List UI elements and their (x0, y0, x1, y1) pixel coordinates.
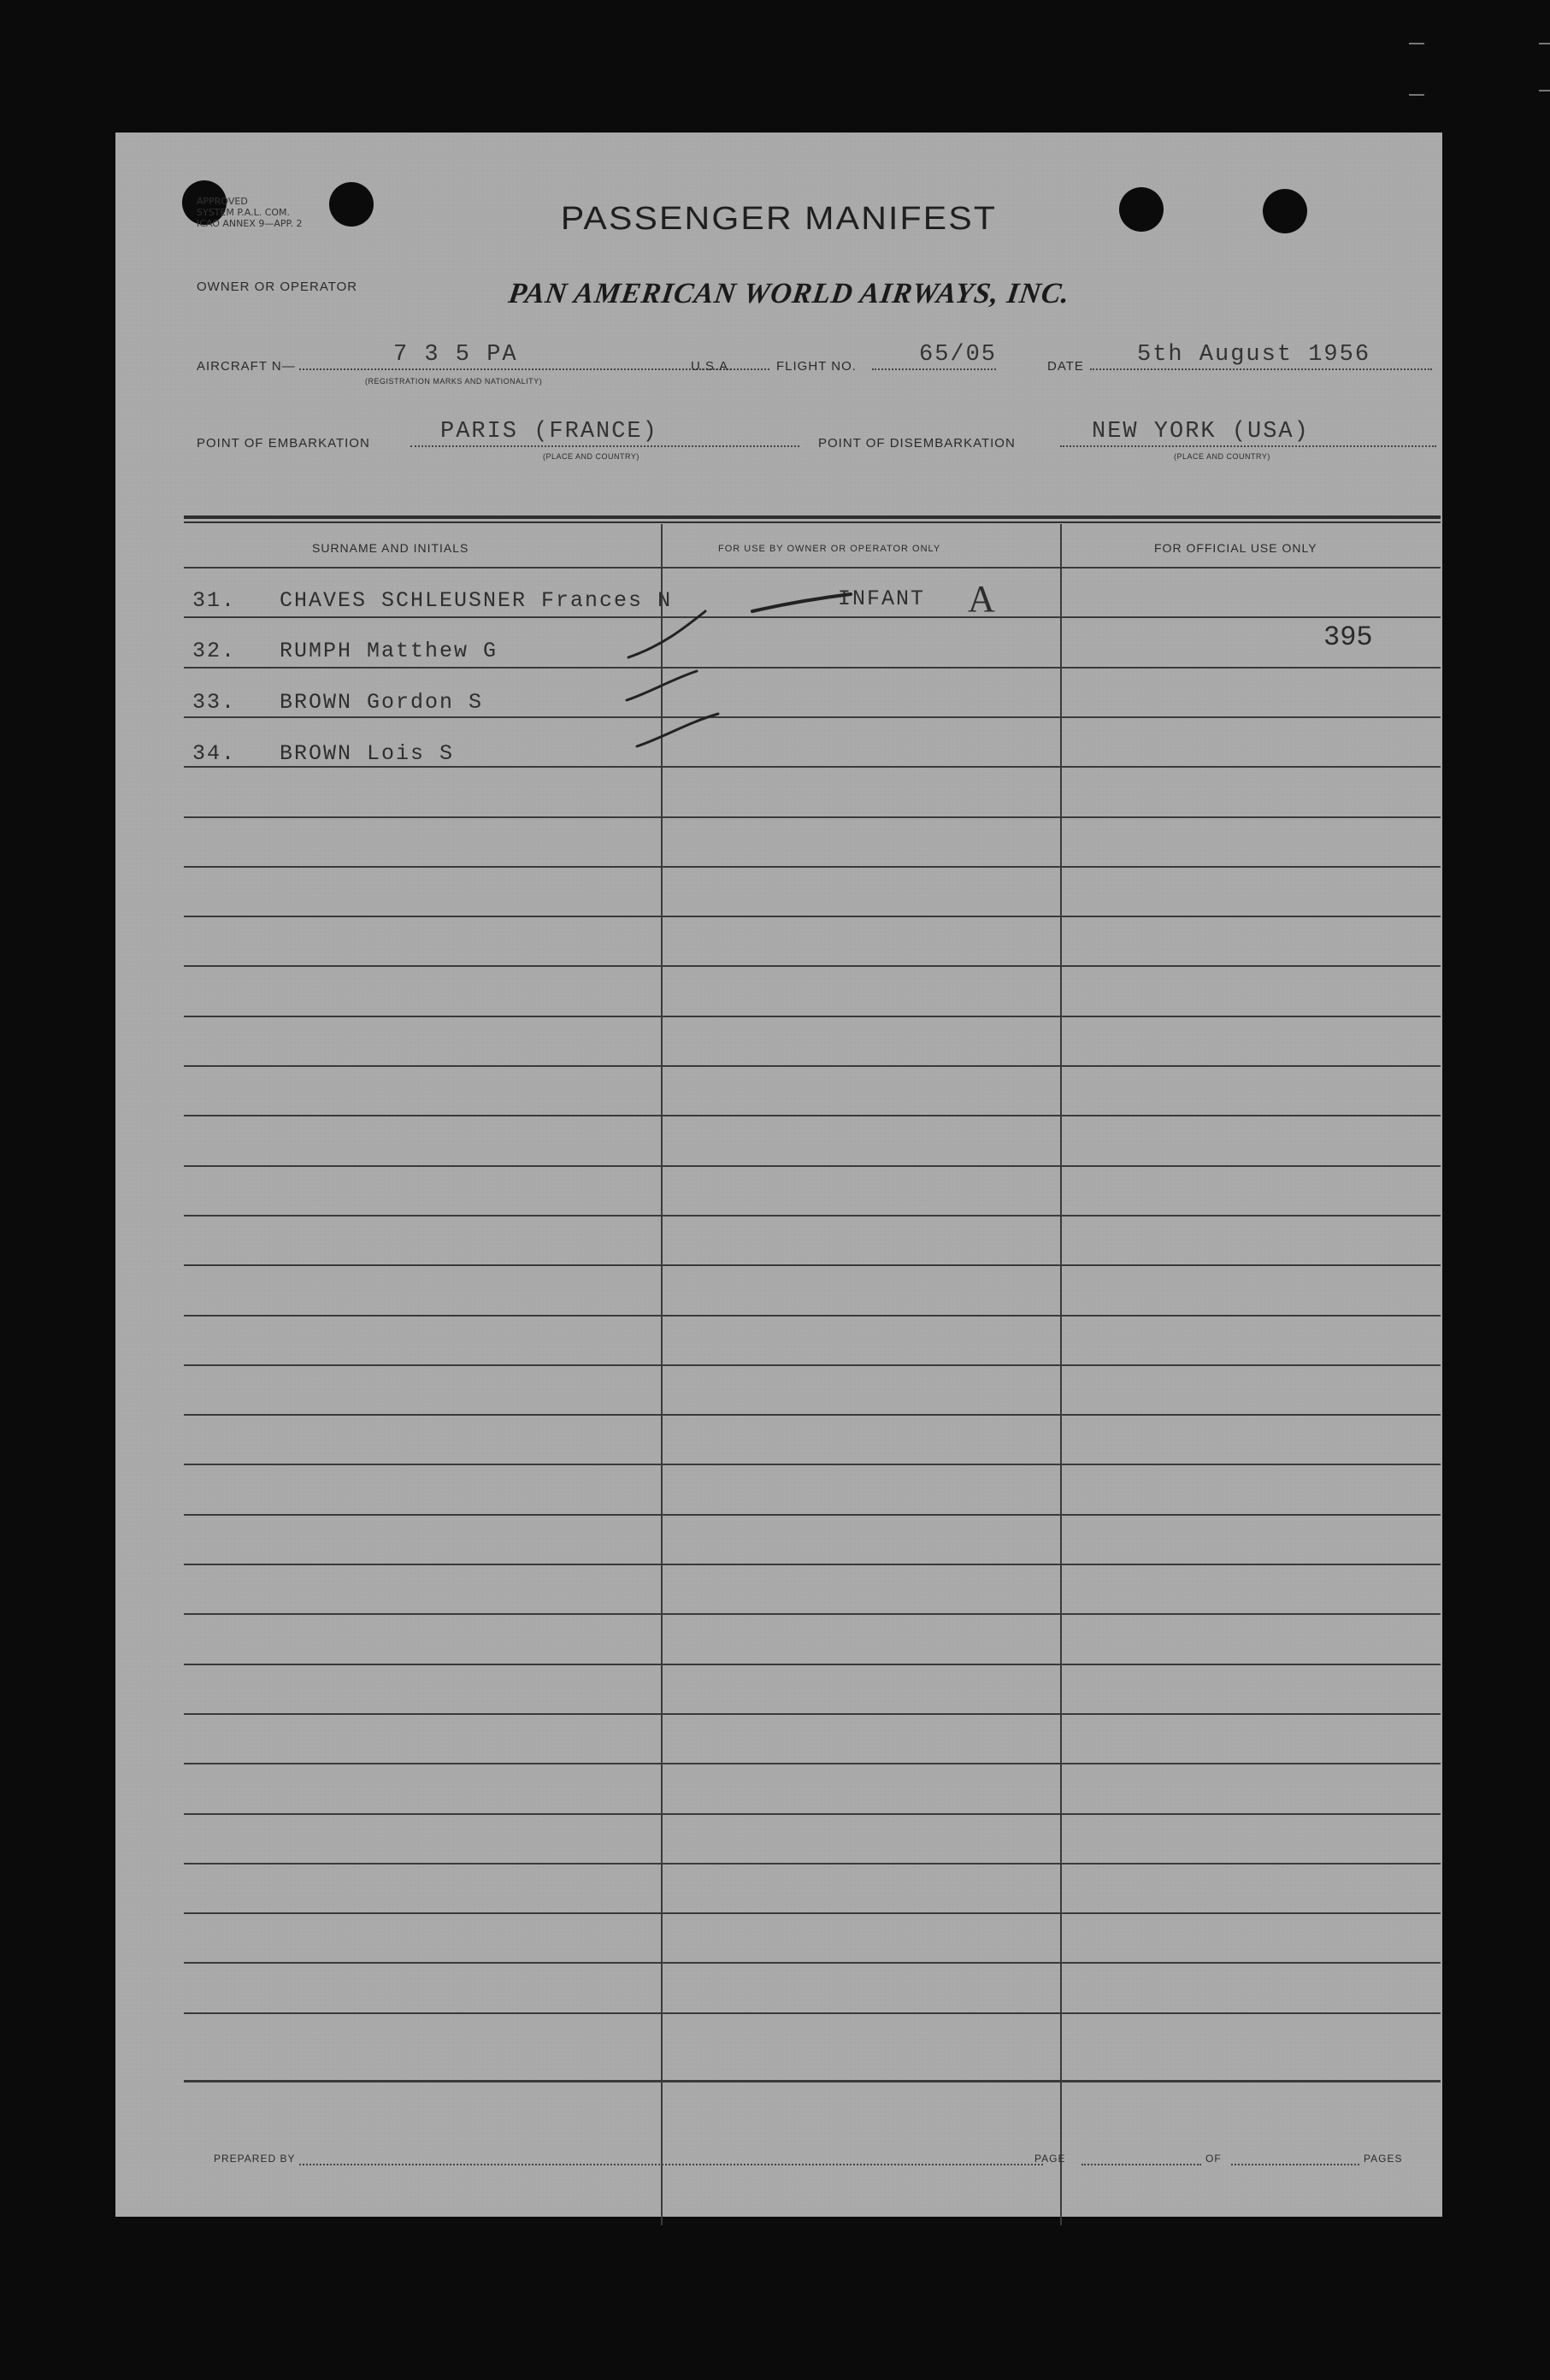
passenger-name: BROWN Gordon S (280, 690, 484, 715)
owner-value: PAN AMERICAN WORLD AIRWAYS, INC. (506, 278, 1072, 309)
handwritten-check-marks (115, 133, 1442, 2217)
of-line (1231, 2164, 1359, 2165)
disembarkation-sub: (PLACE AND COUNTRY) (1174, 452, 1270, 461)
row-number: 33. (192, 690, 237, 715)
manifest-sheet (115, 133, 1442, 2217)
handwritten-code: A (968, 578, 997, 620)
page-label: PAGE (1034, 2153, 1066, 2165)
aircraft-label: AIRCRAFT N— (197, 359, 296, 374)
flight-value: 65/05 (919, 342, 998, 368)
embarkation-value: PARIS (FRANCE) (440, 419, 658, 445)
page-title: PASSENGER MANIFEST (560, 201, 998, 237)
film-edge-mark (1409, 43, 1424, 44)
usa-label: U.S.A. (691, 359, 734, 374)
pages-label: PAGES (1364, 2153, 1403, 2165)
date-value: 5th August 1956 (1137, 342, 1371, 368)
prepared-by-line (299, 2164, 1043, 2165)
passenger-type: INFANT (838, 586, 926, 611)
film-edge-mark (1409, 94, 1424, 96)
of-label: OF (1205, 2153, 1222, 2165)
prepared-by-label: PREPARED BY (214, 2153, 296, 2165)
disembarkation-value: NEW YORK (USA) (1092, 419, 1310, 445)
flight-label: FLIGHT NO. (776, 359, 857, 374)
aircraft-sub: (REGISTRATION MARKS AND NATIONALITY) (365, 377, 543, 386)
column-header-surname: SURNAME AND INITIALS (312, 541, 469, 555)
passenger-name: BROWN Lois S (280, 741, 455, 766)
film-edge-mark (1539, 43, 1550, 44)
passenger-name: CHAVES SCHLEUSNER Frances N (280, 588, 673, 613)
embarkation-sub: (PLACE AND COUNTRY) (543, 452, 639, 461)
approval-line: SYSTEM P.A.L. COM. (197, 207, 291, 218)
table-bottom-rule (184, 2080, 1441, 2082)
column-header-owner-use: FOR USE BY OWNER OR OPERATOR ONLY (718, 544, 941, 554)
approval-line: ICAO ANNEX 9—APP. 2 (197, 218, 303, 229)
film-edge-mark (1539, 90, 1550, 91)
aircraft-value: 7 3 5 PA (393, 342, 518, 368)
owner-label: OWNER OR OPERATOR (197, 280, 358, 294)
row-number: 31. (192, 588, 237, 613)
column-header-official-use: FOR OFFICIAL USE ONLY (1154, 541, 1317, 555)
row-number: 34. (192, 741, 237, 766)
date-label: DATE (1047, 359, 1084, 374)
passenger-name: RUMPH Matthew G (280, 639, 498, 663)
disembarkation-label: POINT OF DISEMBARKATION (818, 436, 1016, 451)
row-number: 32. (192, 639, 237, 663)
official-number: 395 (1323, 622, 1373, 653)
approval-line: APPROVED (197, 196, 248, 207)
embarkation-label: POINT OF EMBARKATION (197, 436, 370, 451)
page-line (1081, 2164, 1201, 2165)
